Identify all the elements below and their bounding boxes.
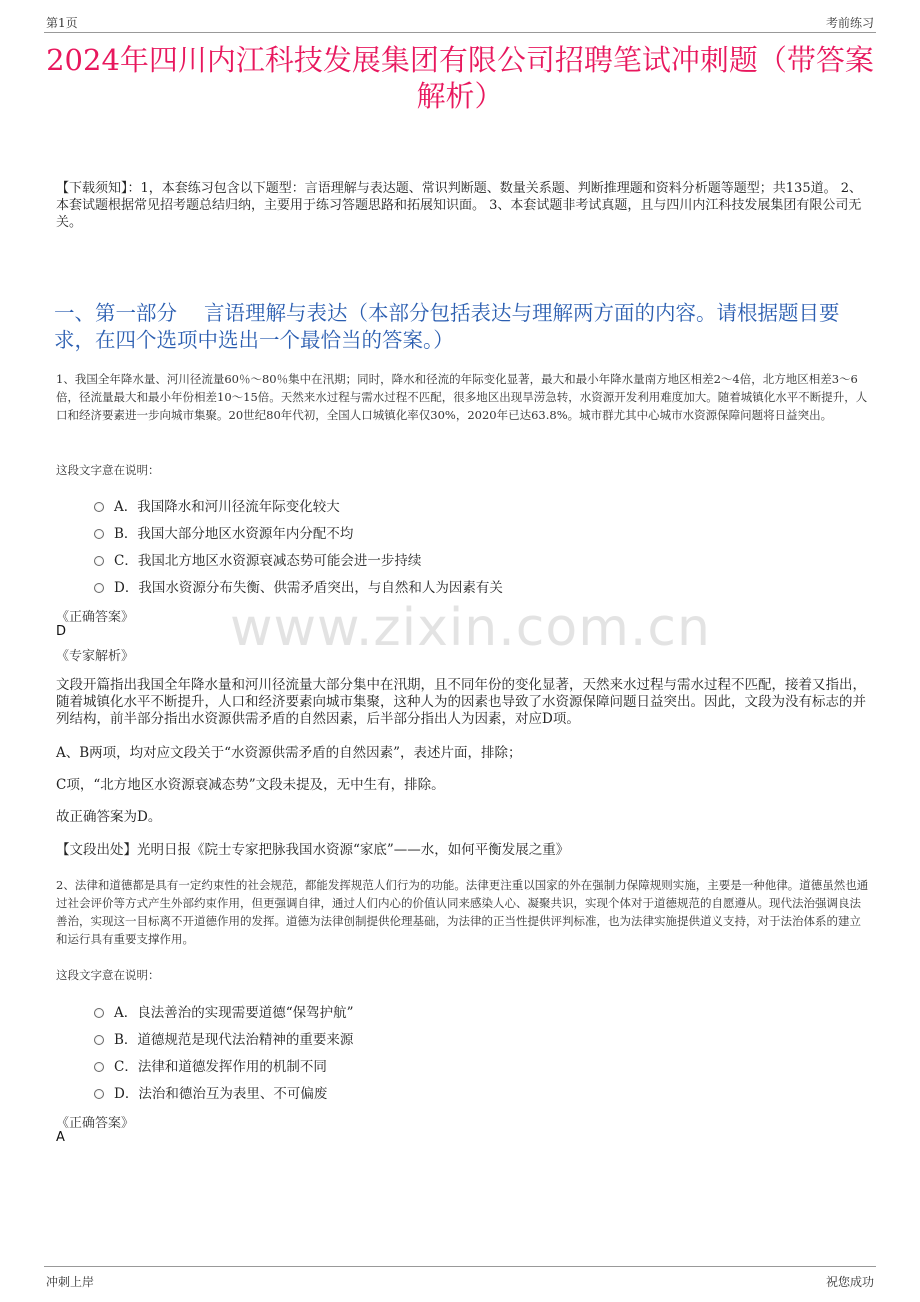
question-1-option-a[interactable]: [94, 495, 340, 515]
option-label: A．良法善治的实现需要道德“保驾护航”: [114, 1005, 354, 1021]
footer-left-text: 冲刺上岸: [46, 1275, 95, 1289]
question-2-option-c[interactable]: [94, 1055, 327, 1075]
radio-icon[interactable]: [94, 529, 104, 539]
question-1-analysis-c: C项，“北方地区水资源衰减态势”文段未提及，无中生有，排除。: [56, 777, 445, 793]
question-1-prompt: 这段文字意在说明：: [56, 463, 160, 477]
option-label: B．我国大部分地区水资源年内分配不均: [114, 526, 354, 542]
question-2-answer-label: 《正确答案》: [56, 1116, 135, 1131]
question-2-prompt: 这段文字意在说明：: [56, 968, 160, 982]
question-1-analysis-ab: A、B两项，均对应文段关于“水资源供需矛盾的自然因素”，表述片面，排除；: [56, 745, 522, 761]
question-1-analysis-conclusion: 故正确答案为D。: [56, 809, 162, 825]
radio-icon[interactable]: [94, 502, 104, 512]
question-2-answer: A: [56, 1130, 65, 1145]
page-number: 第1页: [46, 16, 78, 30]
question-1-source: 【文段出处】光明日报《院士专家把脉我国水资源“家底”——水，如何平衡发展之重》: [56, 842, 570, 858]
option-label: D．我国水资源分布失衡、供需矛盾突出，与自然和人为因素有关: [114, 580, 503, 596]
question-1-option-b[interactable]: [94, 522, 353, 542]
radio-icon[interactable]: [94, 1062, 104, 1072]
radio-icon[interactable]: [94, 1089, 104, 1099]
option-label: C．法律和道德发挥作用的机制不同: [114, 1059, 327, 1075]
question-1-option-c[interactable]: [94, 549, 421, 569]
radio-icon[interactable]: [94, 1035, 104, 1045]
question-1-answer: D: [56, 624, 67, 639]
question-2-option-d[interactable]: [94, 1082, 327, 1102]
section-title: 一、第一部分 言语理解与表达（本部分包括表达与理解两方面的内容。请根据题目要求，在四个选项中选出一个最恰当的答案。）: [54, 301, 840, 352]
radio-icon[interactable]: [94, 556, 104, 566]
question-1-answer-label: 《正确答案》: [56, 610, 135, 625]
option-label: C．我国北方地区水资源衰减态势可能会进一步持续: [114, 553, 422, 569]
header-label: 考前练习: [825, 16, 874, 30]
question-2-option-a[interactable]: [94, 1001, 354, 1021]
question-1-stem: 1、我国全年降水量、河川径流量60％～80％集中在汛期；同时，降水和径流的年际变化显著，最大和最小年降水量南方地区相差2～4倍，北方地区相差3～6倍，径流量最大和最小年份相差10～15倍。天然来水过程与需水过程不匹配，很多地区出现旱涝急转，水资源开发利用难度加大。随着城镇化水平不断提升，人口和经济要素进一步向城市集聚。20世纪80年代初，全国人口城镇化率仅30%，2020年已达63.8%。城市群尤其中心城市水资源保障问题将日益突出。: [56, 372, 868, 422]
radio-icon[interactable]: [94, 1008, 104, 1018]
option-label: D．法治和德治互为表里、不可偏废: [114, 1086, 328, 1102]
question-1-analysis-text: 文段开篇指出我国全年降水量和河川径流量大部分集中在汛期，且不同年份的变化显著，天然来水过程与需水过程不匹配，接着又指出，随着城镇化水平不断提升，人口和经济要素向城市集聚，这种人为的因素也导致了水资源保障问题日益突出。因此，文段为没有标志的并列结构，前半部分指出水资源供需矛盾的自然因素，后半部分指出人为因素，对应D项。: [56, 677, 866, 727]
page-header: [44, 10, 876, 33]
download-notice: 【下载须知】：1，本套练习包含以下题型：言语理解与表达题、常识判断题、数量关系题、判断推理题和资料分析题等题型；共135道。 2、本套试题根据常见招考题总结归纳，主要用于练习答题思路和拓展知识面。 3、本套试题非考试真题，且与四川内江科技发展集团有限公司无关。: [56, 181, 862, 230]
radio-icon[interactable]: [94, 583, 104, 593]
option-label: B．道德规范是现代法治精神的重要来源: [114, 1032, 354, 1048]
footer-right-text: 祝您成功: [825, 1275, 874, 1289]
question-1-analysis-label: 《专家解析》: [56, 649, 135, 664]
question-2-option-b[interactable]: [94, 1028, 353, 1048]
question-2-stem: 2、法律和道德都是具有一定约束性的社会规范，都能发挥规范人们行为的功能。法律更注重以国家的外在强制力保障规则实施，主要是一种他律。道德虽然也通过社会评价等方式产生外部约束作用，但更强调自律，通过人们内心的价值认同来感染人心、凝聚共识，实现个体对于道德规范的自愿遵从。现代法治强调良法善治，实现这一目标离不开道德作用的发挥。道德为法律创制提供伦理基础，为法律的正当性提供评判标准，也为法律实施提供道义支持，对于法治体系的建立和运行具有重要支撑作用。: [56, 878, 869, 946]
watermark: www.zixin.com.cn: [230, 598, 711, 658]
document-title: 2024年四川内江科技发展集团有限公司招聘笔试冲刺题（带答案解析）: [46, 43, 874, 113]
option-label: A．我国降水和河川径流年际变化较大: [114, 499, 340, 515]
page-footer: [44, 1266, 876, 1291]
question-1-option-d[interactable]: [94, 576, 503, 596]
